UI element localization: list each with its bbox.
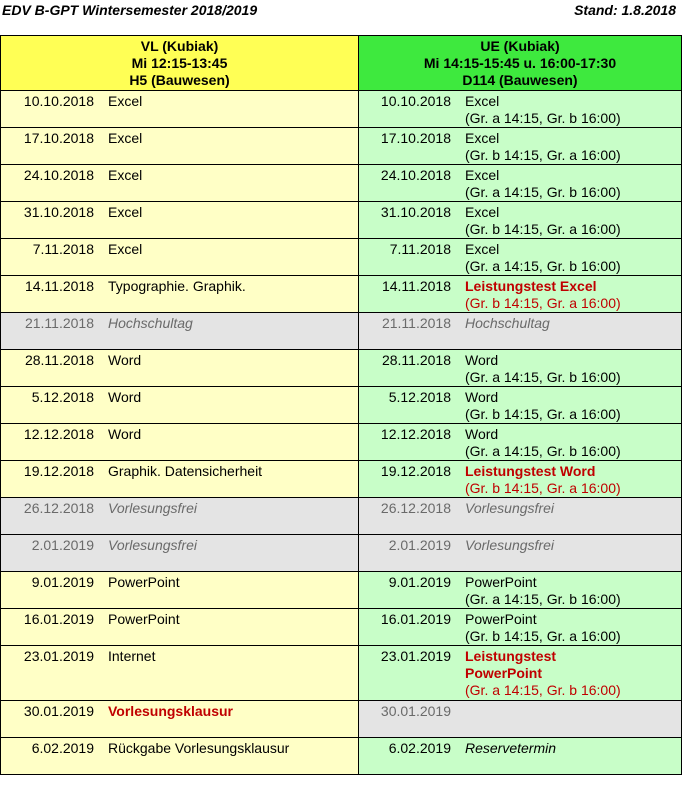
vl-topic: Word	[108, 426, 142, 442]
ue-date: 14.11.2018	[381, 278, 451, 294]
ue-topic-test: Leistungstest	[465, 648, 557, 664]
vl-topic: Hochschultag	[108, 315, 193, 331]
table-row	[1, 165, 682, 202]
stand-date: Stand: 1.8.2018	[574, 2, 676, 18]
table-row	[1, 239, 682, 276]
ue-date: 19.12.2018	[380, 463, 451, 479]
table-row	[1, 350, 682, 387]
vl-topic: PowerPoint	[108, 574, 180, 590]
ue-date: 23.01.2019	[380, 648, 451, 664]
vl-topic: Excel	[108, 93, 143, 109]
vl-topic: Vorlesungsfrei	[108, 537, 197, 553]
table-row	[1, 646, 682, 701]
vl-date: 5.12.2018	[31, 389, 94, 405]
vl-topic: Excel	[108, 130, 143, 146]
vl-date: 6.02.2019	[31, 740, 94, 756]
ue-groups: (Gr. a 14:15, Gr. b 16:00)	[465, 591, 621, 607]
ue-groups: (Gr. a 14:15, Gr. b 16:00)	[465, 258, 621, 274]
ue-groups: (Gr. a 14:15, Gr. b 16:00)	[465, 682, 621, 698]
table-row	[1, 701, 682, 738]
ue-topic: Excel	[465, 241, 500, 257]
table-row	[1, 128, 682, 165]
vl-topic-exam: Vorlesungsklausur	[108, 703, 234, 719]
vl-date: 2.01.2019	[31, 537, 94, 553]
vl-column-header: VL (Kubiak) Mi 12:15-13:45 H5 (Bauwesen)	[1, 36, 359, 91]
table-row	[1, 738, 682, 775]
vl-topic: Word	[108, 389, 142, 405]
ue-topic: Word	[465, 352, 499, 368]
vl-topic: Internet	[108, 648, 156, 664]
vl-date: 21.11.2018	[24, 315, 94, 331]
vl-topic: PowerPoint	[108, 611, 180, 627]
ue-groups: (Gr. a 14:15, Gr. b 16:00)	[465, 443, 621, 459]
vl-date: 12.12.2018	[23, 426, 94, 442]
vl-date: 31.10.2018	[23, 204, 94, 220]
ue-date: 26.12.2018	[380, 500, 451, 516]
ue-date: 6.02.2019	[388, 740, 451, 756]
vl-topic: Vorlesungsfrei	[108, 500, 197, 516]
ue-groups: (Gr. b 14:15, Gr. a 16:00)	[465, 147, 621, 163]
ue-date: 30.01.2019	[380, 703, 451, 719]
vl-date: 9.01.2019	[31, 574, 94, 590]
ue-groups: (Gr. a 14:15, Gr. b 16:00)	[465, 369, 621, 385]
ue-topic-test-cont: PowerPoint	[465, 665, 543, 681]
vl-topic: Word	[108, 352, 142, 368]
page-header	[2, 2, 680, 20]
vl-date: 26.12.2018	[23, 500, 94, 516]
vl-topic: Excel	[108, 167, 143, 183]
vl-date: 7.11.2018	[32, 241, 94, 257]
ue-topic: Excel	[465, 130, 500, 146]
ue-date: 31.10.2018	[380, 204, 451, 220]
table-row	[1, 461, 682, 498]
ue-groups: (Gr. a 14:15, Gr. b 16:00)	[465, 184, 621, 200]
table-header-row	[1, 36, 682, 91]
ue-topic: Word	[465, 426, 499, 442]
ue-topic: Reservetermin	[465, 740, 557, 756]
ue-groups: (Gr. b 14:15, Gr. a 16:00)	[465, 480, 621, 496]
ue-topic: PowerPoint	[465, 611, 537, 627]
vl-topic: Rückgabe Vorlesungsklausur	[108, 740, 290, 756]
ue-topic: Hochschultag	[465, 315, 550, 331]
ue-topic: Excel	[465, 204, 500, 220]
ue-date: 24.10.2018	[380, 167, 451, 183]
ue-groups: (Gr. b 14:15, Gr. a 16:00)	[465, 406, 621, 422]
ue-topic: Excel	[465, 167, 500, 183]
ue-date: 5.12.2018	[388, 389, 451, 405]
ue-topic: Vorlesungsfrei	[465, 537, 554, 553]
table-row	[1, 313, 682, 350]
ue-topic: Word	[465, 389, 499, 405]
ue-date: 21.11.2018	[381, 315, 451, 331]
vl-date: 23.01.2019	[23, 648, 94, 664]
vl-date: 28.11.2018	[24, 352, 94, 368]
ue-date: 17.10.2018	[380, 130, 451, 146]
ue-date: 12.12.2018	[380, 426, 451, 442]
schedule-table	[0, 35, 682, 775]
vl-topic: Typographie. Graphik.	[108, 278, 246, 294]
ue-date: 10.10.2018	[380, 93, 451, 109]
ue-date: 9.01.2019	[388, 574, 451, 590]
table-row	[1, 609, 682, 646]
ue-topic-test: Leistungstest Word	[465, 463, 596, 479]
vl-date: 19.12.2018	[23, 463, 94, 479]
ue-date: 28.11.2018	[381, 352, 451, 368]
vl-date: 24.10.2018	[23, 167, 94, 183]
ue-topic: PowerPoint	[465, 574, 537, 590]
table-row	[1, 424, 682, 461]
ue-date: 7.11.2018	[389, 241, 451, 257]
ue-date: 2.01.2019	[388, 537, 451, 553]
table-row	[1, 498, 682, 535]
ue-groups: (Gr. a 14:15, Gr. b 16:00)	[465, 110, 621, 126]
document-title: EDV B-GPT Wintersemester 2018/2019	[2, 2, 258, 18]
table-row	[1, 535, 682, 572]
vl-date: 14.11.2018	[24, 278, 94, 294]
table-row	[1, 276, 682, 313]
vl-date: 10.10.2018	[23, 93, 94, 109]
ue-groups: (Gr. b 14:15, Gr. a 16:00)	[465, 628, 621, 644]
vl-topic: Excel	[108, 204, 143, 220]
vl-date: 16.01.2019	[23, 611, 94, 627]
ue-groups: (Gr. b 14:15, Gr. a 16:00)	[465, 221, 621, 237]
ue-date: 16.01.2019	[380, 611, 451, 627]
vl-topic: Graphik. Datensicherheit	[108, 463, 263, 479]
vl-date: 17.10.2018	[23, 130, 94, 146]
ue-groups: (Gr. b 14:15, Gr. a 16:00)	[465, 295, 621, 311]
ue-topic: Vorlesungsfrei	[465, 500, 554, 516]
table-row	[1, 202, 682, 239]
table-row	[1, 387, 682, 424]
vl-topic: Excel	[108, 241, 143, 257]
vl-date: 30.01.2019	[23, 703, 94, 719]
ue-topic-test: Leistungstest Excel	[465, 278, 597, 294]
ue-topic: Excel	[465, 93, 500, 109]
ue-column-header: UE (Kubiak) Mi 14:15-15:45 u. 16:00-17:30 D114 (Bauwesen)	[359, 36, 682, 91]
table-row	[1, 91, 682, 128]
table-row	[1, 572, 682, 609]
